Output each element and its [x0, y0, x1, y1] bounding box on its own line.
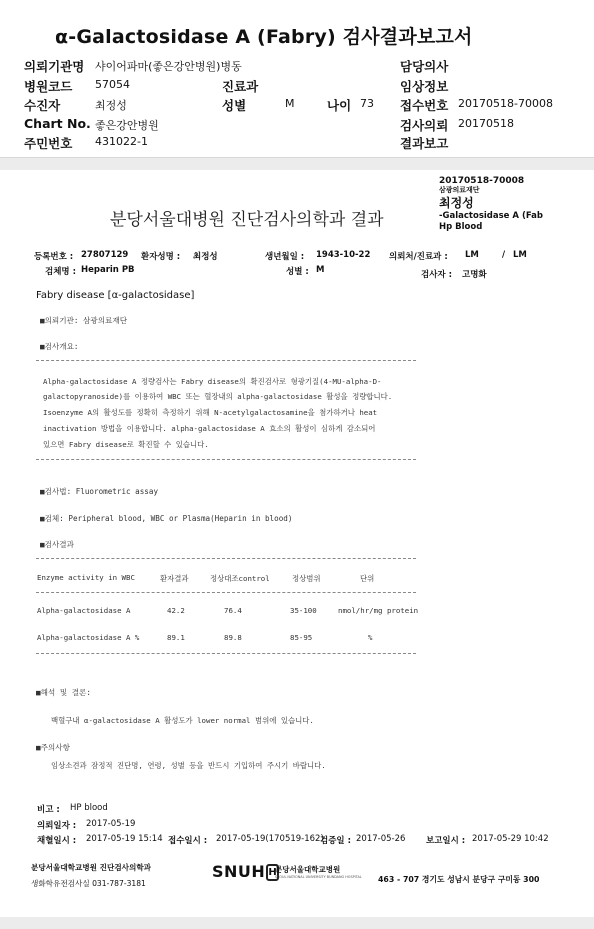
specimen-value: Heparin PB	[81, 265, 135, 275]
results-heading: ■검사결과	[40, 540, 74, 549]
specimen-line: ■검체: Peripheral blood, WBC or Plasma(Heparin in blood)	[40, 514, 293, 523]
logo-sub: SEOUL NATIONAL UNIVERSITY BUNDANG HOSPITAL	[275, 875, 362, 879]
clinic-sep: /	[502, 250, 506, 260]
table-header: 단위	[360, 574, 375, 583]
id-label: 주민번호	[24, 136, 73, 151]
request-date-label: 의뢰일자 :	[37, 821, 77, 831]
divider	[36, 459, 416, 460]
overview-line: Isoenzyme A의 활성도를 정확히 측정하기 위해 N-acetylgalactosamine을 첨가하거나 heat	[43, 408, 378, 417]
overview-line: inactivation 방법을 이용합니다. alpha-galactosidase A 효소의 활성이 심하게 감소되어	[43, 424, 376, 433]
table-cell: nmol/hr/mg protein	[338, 606, 419, 615]
interpretation-text: 백혈구내 α-galactosidase A 활성도가 lower normal 범위에 있습니다.	[51, 716, 314, 725]
collect-label: 채혈일시 :	[37, 836, 77, 846]
institution-value: 샤이어파마(좋은강안병원)병동	[95, 60, 242, 73]
birth-label: 생년월일 :	[265, 252, 305, 262]
report-sex-value: M	[316, 265, 325, 275]
method-line: ■검사법: Fluorometric assay	[40, 487, 159, 496]
page-title: α-Galactosidase A (Fabry) 검사결과보고서	[55, 26, 473, 48]
requesting-org: ■의뢰기관: 삼광의료재단	[40, 316, 128, 325]
overview-line: Alpha-galactosidase A 정량검사는 Fabry disease의 확진검사로 형광기질(4-MU-alpha-D-	[43, 377, 382, 386]
doctor-label: 담당의사	[400, 59, 449, 74]
report-title: 분당서울대병원 진단검사의학과 결과	[110, 210, 384, 230]
table-header: 정상대조control	[210, 574, 270, 583]
table-cell: 42.2	[167, 606, 185, 615]
table-cell: 85-95	[290, 633, 313, 642]
logo-korean: 분당서울대학교병원	[275, 865, 341, 874]
reg-no-label: 등록번호 :	[34, 252, 74, 262]
disease-title: Fabry disease [α-galactosidase]	[36, 290, 195, 301]
reg-no-value: 27807129	[81, 250, 129, 260]
collect-value: 2017-05-19 15:14	[86, 834, 163, 844]
table-header: Enzyme activity in WBC	[37, 573, 135, 582]
patient-value: 최정성	[95, 99, 127, 112]
tester-label: 검사자 :	[421, 270, 452, 280]
interpretation-heading: ■해석 및 결론:	[36, 688, 91, 697]
verify-value: 2017-05-26	[356, 834, 406, 844]
request-label: 검사의뢰	[400, 118, 449, 133]
report-date-value: 2017-05-29 10:42	[472, 834, 549, 844]
snuh-logo	[212, 862, 279, 881]
remark-value: HP blood	[70, 803, 108, 813]
tester-value: 고명화	[462, 270, 487, 280]
divider	[36, 653, 416, 654]
table-cell: %	[368, 633, 373, 642]
overview-line: 있으면 Fabry disease로 확진할 수 있습니다.	[43, 440, 209, 449]
institution-label: 의뢰기관명	[24, 59, 85, 74]
clinical-info-label: 임상정보	[400, 79, 449, 94]
logo-text: SNUH	[212, 862, 266, 881]
table-header: 정상범위	[292, 574, 321, 583]
address: 463 - 707 경기도 성남시 분당구 구미동 300	[378, 875, 540, 884]
id-value: 431022-1	[95, 135, 148, 148]
receipt-no-label: 접수번호	[400, 98, 449, 113]
chart-label: Chart No.	[24, 116, 91, 131]
table-header: 환자결과	[160, 574, 189, 583]
table-cell: 89.8	[224, 633, 242, 642]
clinic-label: 의뢰처/진료과 :	[389, 252, 448, 262]
sex-label: 성별	[222, 98, 247, 113]
receipt-no-value: 20170518-70008	[458, 97, 553, 110]
notes-heading: ■주의사항	[36, 743, 70, 752]
remark-label: 비고 :	[37, 805, 60, 815]
overview-line: galactopyranoside)를 이용하여 WBC 또는 혈장내의 alpha-galactosidase 활성을 정량합니다.	[43, 392, 393, 401]
clinic-value-1: LM	[465, 250, 479, 260]
divider	[36, 558, 416, 559]
patient-name-value: 최정성	[193, 252, 218, 262]
request-value: 20170518	[458, 117, 514, 130]
report-sex-label: 성별 :	[286, 267, 309, 277]
stamp-specimen: Hp Blood	[439, 222, 483, 232]
table-cell: 76.4	[224, 606, 242, 615]
stamp-name: 최정성	[439, 196, 474, 210]
table-cell: Alpha-galactosidase A	[37, 606, 131, 615]
patient-label: 수진자	[24, 98, 61, 113]
request-date-value: 2017-05-19	[86, 819, 136, 829]
logo-h-icon: H	[266, 864, 279, 881]
notes-text: 임상소견과 잠정적 진단명, 연령, 성별 등을 반드시 기입하여 주시기 바랍니다.	[51, 761, 326, 770]
result-report-label: 결과보고	[400, 136, 449, 151]
patient-name-label: 환자성명 :	[141, 252, 181, 262]
divider	[36, 592, 416, 593]
verify-label: 검증일 :	[320, 836, 351, 846]
report-date-label: 보고일시 :	[426, 836, 466, 846]
stamp-code: 20170518-70008	[439, 176, 525, 186]
table-cell: 89.1	[167, 633, 185, 642]
hospital-code-label: 병원코드	[24, 79, 73, 94]
table-cell: Alpha-galactosidase A %	[37, 633, 140, 642]
receipt-label: 접수일시 :	[168, 836, 208, 846]
table-cell: 35-100	[290, 606, 317, 615]
birth-value: 1943-10-22	[316, 250, 371, 260]
overview-heading: ■검사개요:	[40, 342, 79, 351]
sex-value: M	[285, 97, 295, 110]
stamp-org: 삼광의료재단	[439, 186, 480, 194]
specimen-label: 검체명 :	[45, 267, 76, 277]
hospital-code-value: 57054	[95, 78, 130, 91]
stamp-test: -Galactosidase A (Fab	[439, 211, 543, 221]
clinic-value-2: LM	[513, 250, 527, 260]
bottom-band	[0, 917, 594, 929]
receipt-value: 2017-05-19(170519-162)	[216, 834, 324, 844]
divider-band	[0, 157, 594, 170]
department-label: 진료과	[222, 79, 259, 94]
dept-name: 분당서울대학교병원 진단검사의학과	[31, 863, 152, 872]
chart-value: 좋은강안병원	[95, 119, 159, 132]
age-label: 나이	[327, 98, 352, 113]
lab-phone: 생화학유전검사실 031-787-3181	[31, 879, 146, 888]
divider	[36, 360, 416, 361]
age-value: 73	[360, 97, 374, 110]
